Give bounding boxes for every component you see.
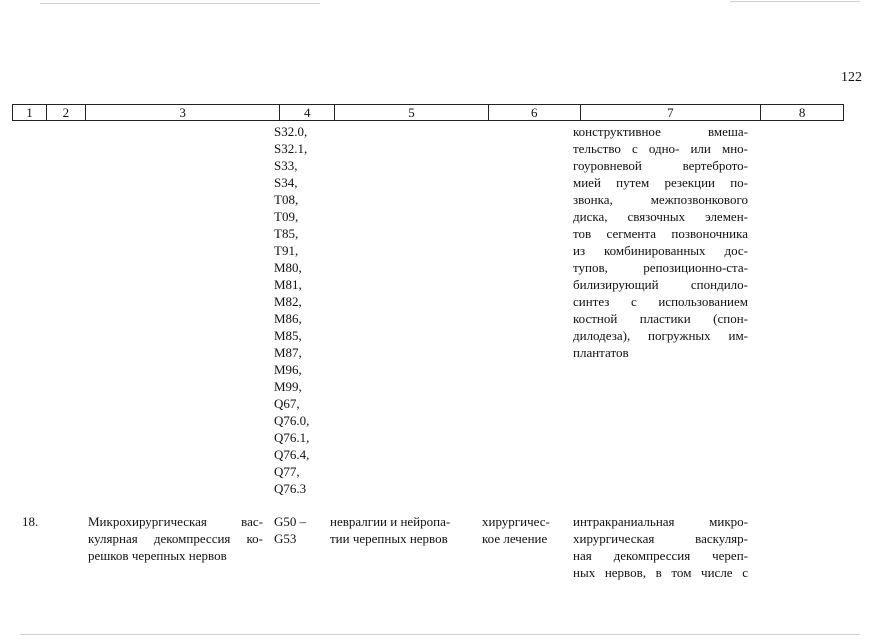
condition-line: тии черепных нервов xyxy=(330,531,448,546)
code-item: M87, xyxy=(274,345,302,360)
code-item: Q77, xyxy=(274,464,300,479)
continuation-method xyxy=(573,123,748,361)
code-item: M86, xyxy=(274,311,302,326)
scan-edge-bottom xyxy=(20,634,860,635)
method-line: мией путем резекции по- xyxy=(573,175,748,190)
name-line: решков черепных нервов xyxy=(88,548,227,563)
treatment-line: хирургичес- xyxy=(482,514,550,529)
code-item: M96, xyxy=(274,362,302,377)
method-line: звонка, межпозвонкового xyxy=(573,192,748,207)
code-item: Q76.1, xyxy=(274,430,310,445)
code-item: M80, xyxy=(274,260,302,275)
code-item: M99, xyxy=(274,379,302,394)
code-line: G53 xyxy=(274,531,297,546)
method-line: синтез с использованием xyxy=(573,294,748,309)
method-line: ных нервов, в том числе с xyxy=(573,565,748,580)
header-col-1: 1 xyxy=(13,105,47,120)
code-item: S32.1, xyxy=(274,141,308,156)
row-18-method xyxy=(573,513,748,581)
code-item: S34, xyxy=(274,175,298,190)
name-line: Микрохирургическая вас- xyxy=(88,514,263,529)
code-item: Q76.3 xyxy=(274,481,307,496)
scan-edge-top-right xyxy=(730,1,860,2)
method-line: плантатов xyxy=(573,345,629,360)
row-18-name xyxy=(88,513,263,564)
continuation-codes xyxy=(274,123,334,497)
header-col-5: 5 xyxy=(335,105,489,120)
condition-line: невралгии и нейропа- xyxy=(330,514,451,529)
table-header-row xyxy=(12,104,844,121)
code-item: Q76.0, xyxy=(274,413,310,428)
method-line: хирургическая васкуляр- xyxy=(573,531,748,546)
scan-edge-top xyxy=(40,3,320,4)
treatment-line: кое лечение xyxy=(482,531,548,546)
code-item: S33, xyxy=(274,158,298,173)
page-number: 122 xyxy=(841,70,862,85)
header-col-8: 8 xyxy=(798,105,806,120)
code-line: G50 – xyxy=(274,514,307,529)
name-line: кулярная декомпрессия ко- xyxy=(88,531,263,546)
method-line: конструктивное вмеша- xyxy=(573,124,748,139)
method-line: дилодеза), погружных им- xyxy=(573,328,748,343)
method-line: из комбинированных дос- xyxy=(573,243,748,258)
code-item: S32.0, xyxy=(274,124,308,139)
code-item: M82, xyxy=(274,294,302,309)
row-18-treatment xyxy=(482,513,567,547)
header-col-3: 3 xyxy=(86,105,281,120)
code-item: M81, xyxy=(274,277,302,292)
method-line: диска, связочных элемен- xyxy=(573,209,748,224)
code-item: T85, xyxy=(274,226,299,241)
code-item: Q76.4, xyxy=(274,447,310,462)
row-18-codes xyxy=(274,513,324,547)
method-line: интракраниальная микро- xyxy=(573,514,748,529)
method-line: ная декомпрессия череп- xyxy=(573,548,748,563)
method-line: тов сегмента позвоночника xyxy=(573,226,748,241)
header-col-7: 7 xyxy=(581,105,762,120)
row-18-number: 18. xyxy=(22,514,39,529)
method-line: костной пластики (спон- xyxy=(573,311,748,326)
method-line: тельство с одно- или мно- xyxy=(573,141,748,156)
code-item: Q67, xyxy=(274,396,300,411)
code-item: M85, xyxy=(274,328,302,343)
header-col-6: 6 xyxy=(489,105,581,120)
code-item: T09, xyxy=(274,209,299,224)
method-line: тупов, репозиционно-ста- xyxy=(573,260,748,275)
method-line: билизирующий спондило- xyxy=(573,277,748,292)
method-line: гоуровневой вертеброто- xyxy=(573,158,748,173)
row-18-condition xyxy=(330,513,475,547)
code-item: T91, xyxy=(274,243,299,258)
code-item: T08, xyxy=(274,192,299,207)
header-col-4: 4 xyxy=(280,105,335,120)
header-col-2: 2 xyxy=(47,105,86,120)
